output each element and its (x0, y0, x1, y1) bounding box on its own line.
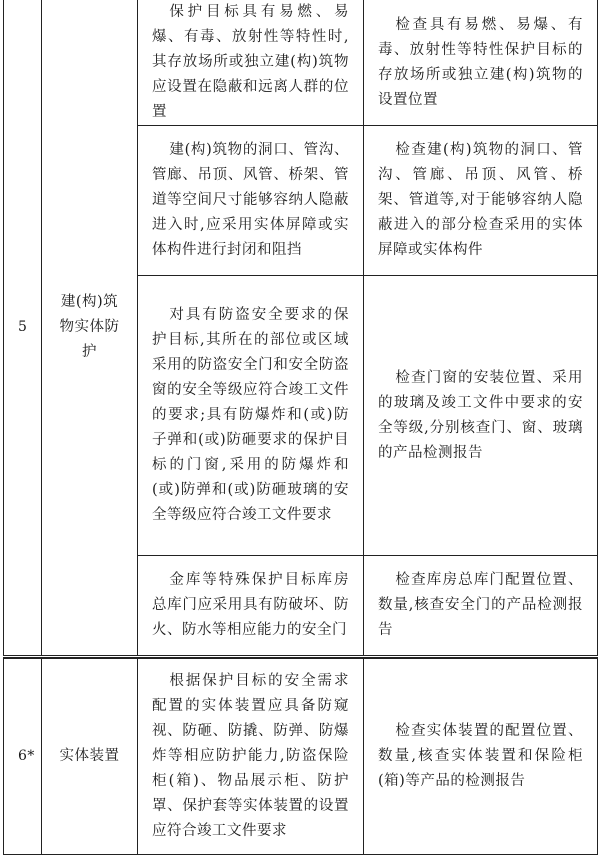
requirement-text: 建(构)筑物的洞口、管沟、管廊、吊顶、风管、桥架、管道等空间尺寸能够容纳人隐蔽进入时,应采用实体屏障或实体构件进行封闭和阻挡 (152, 142, 349, 258)
inspection-table (3, 0, 598, 855)
check-cell (364, 659, 598, 855)
requirement-text: 保护目标具有易燃、易爆、有毒、放射性等特性时,其存放场所或独立建(构)筑物应设置在隐蔽和远离人群的位置 (152, 4, 349, 120)
check-text: 检查具有易燃、易爆、有毒、放射性等特性保护目标的存放场所或独立建(构)筑物的设置位置 (378, 16, 583, 108)
requirement-text: 金库等特殊保护目标库房总库门应采用具有防破坏、防火、防水等相应能力的安全门 (152, 572, 349, 638)
requirement-text: 根据保护目标的安全需求配置的实体装置应具备防窥视、防砸、防撬、防弹、防爆炸等相应防护能力,防盗保险柜(箱)、物品展示柜、防护罩、保护套等实体装置的设置应符合竣工文件要求 (152, 673, 349, 839)
requirement-cell (138, 556, 364, 657)
check-cell (364, 126, 598, 276)
check-text: 检查实体装置的配置位置、数量,核查实体装置和保险柜(箱)等产品的检测报告 (378, 723, 583, 789)
check-cell (364, 556, 598, 657)
check-text: 检查门窗的安装位置、采用的玻璃及竣工文件中要求的安全等级,分别核查门、窗、玻璃的产品检测报告 (378, 369, 583, 461)
item-name: 建(构)筑物实体防护 (42, 0, 138, 657)
check-text: 检查建(构)筑物的洞口、管沟、管廊、吊顶、风管、桥架、管道等,对于能够容纳人隐蔽进入的部分检查采用的实体屏障或实体构件 (378, 142, 583, 258)
requirement-cell (138, 0, 364, 126)
table-row (4, 0, 598, 126)
item-name: 实体装置 (42, 659, 138, 855)
requirement-text: 对具有防盗安全要求的保护目标,其所在的部位或区域采用的防盗安全门和安全防盗窗的安全等级应符合竣工文件的要求;具有防爆炸和(或)防子弹和(或)防砸要求的保护目标的门窗,采用的防爆炸和(或)防弹和(或)防砸玻璃的安全等级应符合竣工文件要求 (152, 307, 349, 523)
table-row (4, 659, 598, 855)
check-text: 检查库房总库门配置位置、数量,核查安全门的产品检测报告 (378, 572, 583, 638)
requirement-cell (138, 659, 364, 855)
check-cell (364, 276, 598, 556)
requirement-cell (138, 126, 364, 276)
requirement-cell (138, 276, 364, 556)
row-number: 6* (4, 659, 42, 855)
row-number: 5 (4, 0, 42, 657)
check-cell (364, 0, 598, 126)
